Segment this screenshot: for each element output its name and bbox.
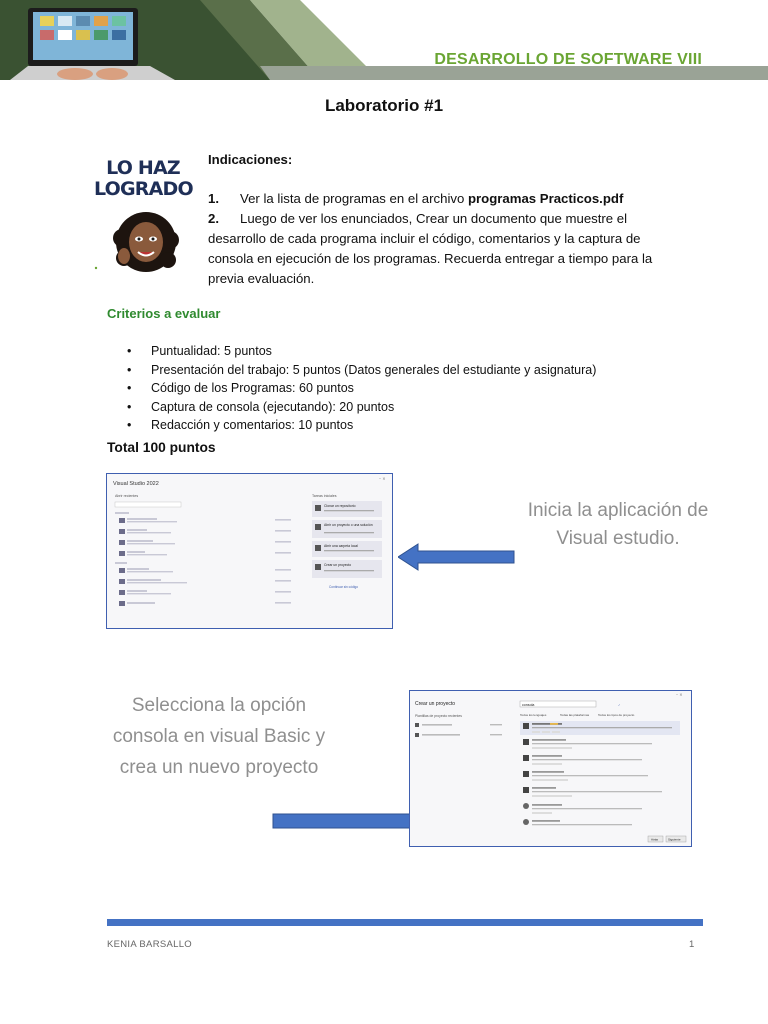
step-1-text: Ver la lista de programas en el archivo (240, 191, 468, 206)
visual-studio-start-screenshot (106, 473, 393, 629)
badge-line-2: LOGRADO (94, 178, 193, 200)
steps-list (208, 189, 678, 289)
step-2-number: 2. (208, 211, 219, 226)
cp-next-label: Siguiente (668, 837, 681, 842)
criteria-item: • Redacción y comentarios: 10 puntos (127, 416, 596, 435)
vs-action-0[interactable] (312, 501, 382, 517)
criteria-title: Criterios a evaluar (107, 306, 221, 321)
caption-select-console: Selecciona la opción consola en visual Basic y crea un nuevo proyecto (112, 695, 326, 778)
vs-action-2[interactable] (312, 541, 382, 557)
caption-start-app: Inicia la aplicación de Visual estudio. (527, 500, 709, 549)
vs-window-title: Visual Studio 2022 (113, 481, 159, 487)
step-1 (208, 189, 678, 209)
course-title: DESARROLLO DE SOFTWARE VIII (434, 51, 702, 68)
svg-text:✓: ✓ (618, 703, 621, 707)
criteria-list (127, 342, 596, 435)
vs-action-label: Abrir un proyecto o una solución (324, 523, 373, 527)
footer-bar (107, 919, 703, 926)
svg-text:– ×: – × (676, 692, 683, 697)
step-2-text: Luego de ver los enunciados, Crear un documento que muestre el desarrollo de cada programa incluir el código, comentarios y la captura de consola en ejecución de los programas. Recuerda entregar a tiempo para la previa evaluación. (208, 211, 653, 286)
total-points: Total 100 puntos (107, 440, 216, 455)
create-project-screenshot (409, 690, 692, 847)
vs-action-1[interactable] (312, 520, 382, 538)
criteria-item: • Código de los Programas: 60 puntos (127, 379, 596, 398)
vs-recent-label: Abrir recientes (115, 494, 139, 498)
cp-filter-language[interactable]: Todos los lenguajes (520, 713, 547, 717)
visual-studio-start-drawing (107, 474, 392, 628)
indications-title: Indicaciones: (208, 152, 293, 167)
badge-line-1: LO HAZ (106, 157, 180, 179)
vs-action-label: Abrir una carpeta local (324, 544, 358, 548)
cp-filter-platform[interactable]: Todas las plataformas (560, 713, 590, 717)
cp-recent-templates: Plantillas de proyecto recientes (415, 714, 462, 718)
arrow-right-icon (272, 806, 432, 836)
vs-search-box[interactable] (115, 502, 181, 507)
vs-action-3[interactable] (312, 560, 382, 578)
criteria-item: • Captura de consola (ejecutando): 20 puntos (127, 398, 596, 417)
cp-back-label: Atrás (651, 837, 659, 842)
cp-window-title: Crear un proyecto (415, 701, 456, 707)
svg-text:– ×: – × (379, 476, 386, 481)
criteria-item: • Puntualidad: 5 puntos (127, 342, 596, 361)
arrow-left-icon (398, 542, 516, 572)
cp-search-value: consola (522, 703, 535, 707)
step-1-file: programas Practicos.pdf (467, 191, 624, 206)
create-project-drawing (410, 691, 691, 846)
step-2 (208, 209, 678, 289)
vs-start-label: Tareas iniciales (312, 494, 337, 498)
vs-continue-link[interactable]: Continuar sin código (329, 585, 359, 589)
footer-author: KENIA BARSALLO (107, 939, 192, 950)
lab-title: Laboratorio #1 (324, 96, 444, 115)
footer-page-number: 1 (689, 939, 695, 950)
vs-action-label: Crear un proyecto (324, 563, 352, 567)
cp-filter-type[interactable]: Todos los tipos de proyecto (598, 713, 635, 717)
step-1-number: 1. (208, 191, 219, 206)
criteria-item: • Presentación del trabajo: 5 puntos (Datos generales del estudiante y asignatura) (127, 361, 596, 380)
vs-action-label: Clonar un repositorio (324, 504, 356, 508)
badge-text (94, 158, 192, 200)
